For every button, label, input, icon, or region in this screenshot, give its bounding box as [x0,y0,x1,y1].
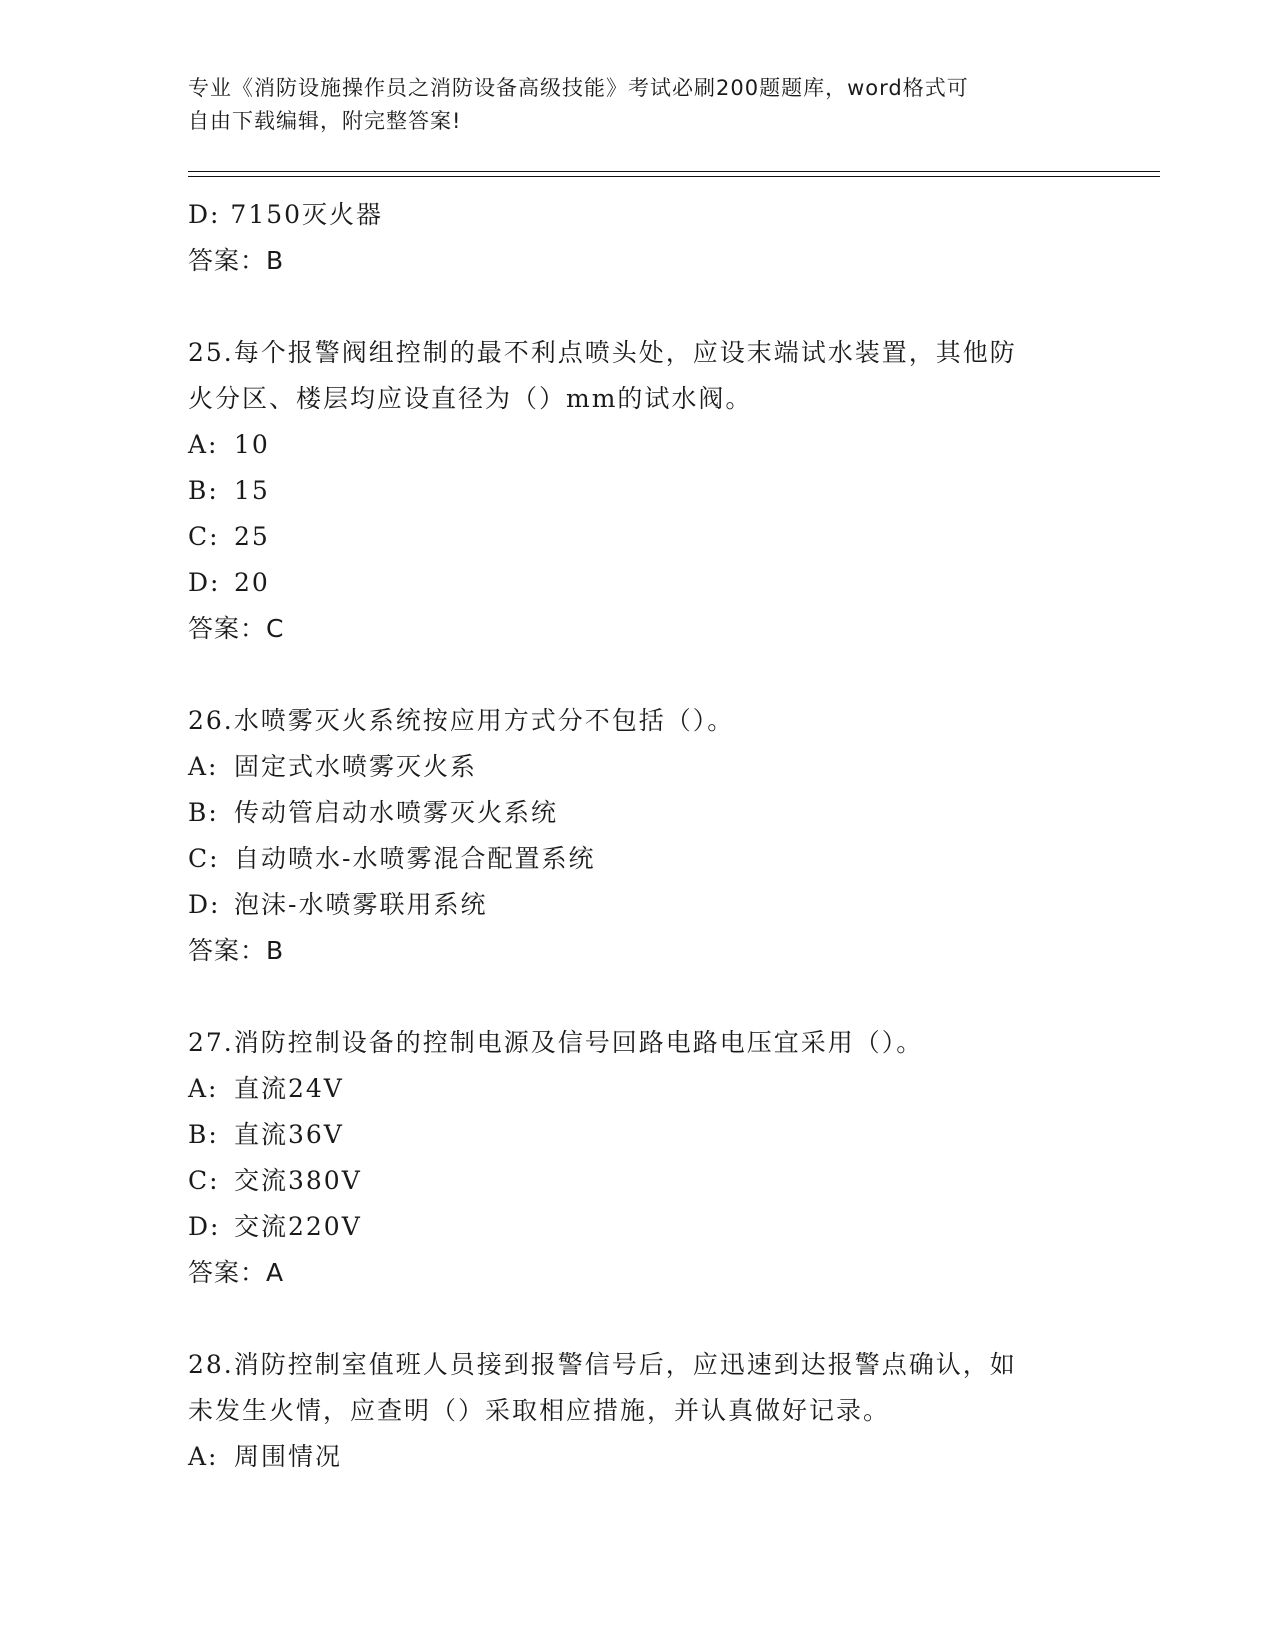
option-text: 交流380V [234,1166,362,1195]
spacer [188,974,1088,1020]
option-text: 泡沫-水喷雾联用系统 [234,890,488,919]
option-letter: D: [188,890,221,919]
spacer [188,652,1088,698]
question-26-answer: 答案：B [188,936,285,965]
question-25-option-d [188,560,1088,606]
option-text: 10 [234,430,270,459]
option-text: 传动管启动水喷雾灭火系统 [234,798,559,827]
option-letter: A: [188,1442,219,1471]
question-26-option-d [188,882,1088,928]
question-28-text-line-2: 未发生火情，应查明（）采取相应措施，并认真做好记录。 [188,1396,891,1425]
option-text: 周围情况 [234,1442,343,1471]
document-header [188,72,1068,138]
option-letter: A: [188,430,219,459]
option-letter: C: [188,844,220,873]
option-text: 15 [234,476,270,505]
header-rule-bottom [188,176,1160,177]
question-26-option-c [188,836,1088,882]
question-27-option-a [188,1066,1088,1112]
option-text: 自动喷水-水喷雾混合配置系统 [234,844,596,873]
option-letter: A: [188,752,219,781]
question-25-text-line-1: 25.每个报警阀组控制的最不利点喷头处，应设末端试水装置，其他防 [188,338,1017,367]
question-27-answer: 答案：A [188,1258,285,1287]
option-text: 直流24V [234,1074,344,1103]
question-27-text-line-1: 27.消防控制设备的控制电源及信号回路电路电压宜采用（）。 [188,1028,924,1057]
question-28-option-a [188,1434,1088,1480]
question-26-option-b [188,790,1088,836]
header-rule-top [188,171,1160,172]
question-26-text-line-1: 26.水喷雾灭火系统按应用方式分不包括（）。 [188,706,735,735]
question-27-option-b [188,1112,1088,1158]
question-27 [188,1020,1088,1296]
question-26-option-a [188,744,1088,790]
question-27-option-c [188,1158,1088,1204]
prev-option-d: D: 7150灭火器 [188,200,384,229]
question-25 [188,330,1088,652]
question-28 [188,1342,1088,1480]
option-text: 直流36V [234,1120,344,1149]
question-25-option-a [188,422,1088,468]
question-25-option-c [188,514,1088,560]
option-text: 交流220V [234,1212,362,1241]
spacer [188,1296,1088,1342]
question-list [188,192,1088,1480]
option-letter: B: [188,1120,219,1149]
question-26 [188,698,1088,974]
spacer [188,284,1088,330]
option-letter: C: [188,522,220,551]
option-letter: B: [188,476,219,505]
prev-answer: 答案：B [188,246,285,275]
question-27-option-d [188,1204,1088,1250]
question-25-text-line-2: 火分区、楼层均应设直径为（）mm的试水阀。 [188,384,753,413]
option-text: 20 [234,568,270,597]
option-text: 固定式水喷雾灭火系 [234,752,478,781]
option-text: 25 [234,522,270,551]
question-28-text-line-1: 28.消防控制室值班人员接到报警信号后，应迅速到达报警点确认，如 [188,1350,1017,1379]
question-25-option-b [188,468,1088,514]
option-letter: B: [188,798,219,827]
option-letter: A: [188,1074,219,1103]
option-letter: C: [188,1166,220,1195]
header-line-2: 自由下载编辑，附完整答案! [188,109,462,133]
option-letter: D: [188,1212,221,1241]
option-letter: D: [188,568,221,597]
question-25-answer: 答案：C [188,614,285,643]
header-line-1: 专业《消防设施操作员之消防设备高级技能》考试必刷200题题库，word格式可 [188,76,969,100]
